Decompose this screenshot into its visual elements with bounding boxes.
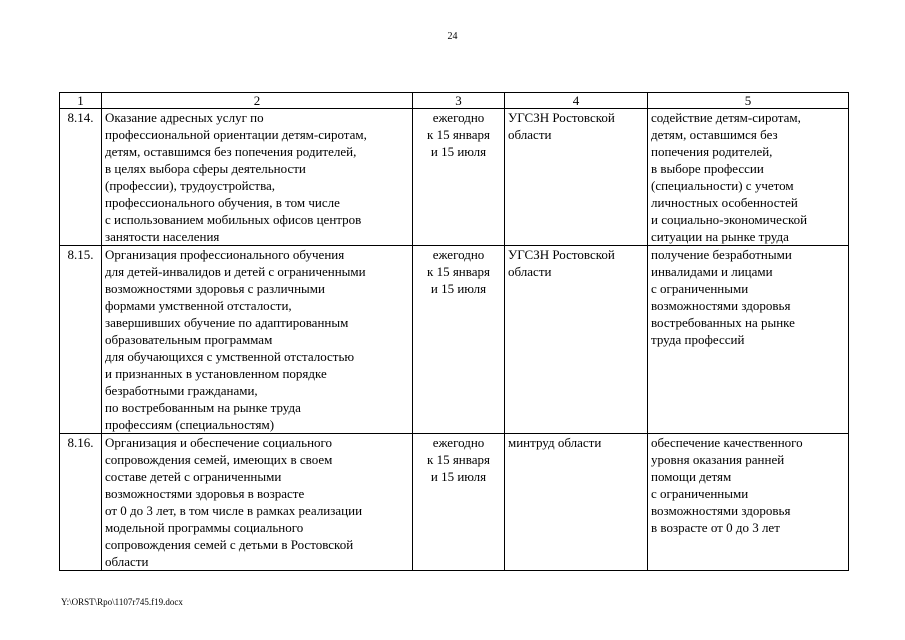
executor-cell — [505, 246, 648, 434]
page-number: 24 — [447, 31, 458, 42]
text-line: в выборе профессии — [651, 161, 764, 176]
text-line: образовательным программам — [105, 332, 273, 347]
text-line: профессиям (специальностям) — [105, 417, 275, 432]
text-line: востребованных на рынке — [651, 315, 795, 330]
file-path-footer: Y:\ORST\Rpo\1107r745.f19.docx — [61, 597, 183, 607]
text-line: области — [508, 127, 552, 142]
text-line: Оказание адресных услуг по — [105, 110, 264, 125]
description-cell — [102, 109, 413, 246]
text-line: ситуации на рынке труда — [651, 229, 789, 244]
table-row — [60, 434, 849, 571]
text-line: с ограниченными — [651, 486, 749, 501]
text-line: модельной программы социального — [105, 520, 304, 535]
text-line: завершивших обучение по адаптированным — [105, 315, 349, 330]
description-cell — [102, 246, 413, 434]
text-line: получение безработными — [651, 247, 792, 262]
text-line: ежегодно — [432, 435, 485, 450]
result-cell — [648, 246, 849, 434]
item-number-cell: 8.16. — [60, 434, 102, 571]
executor-cell — [505, 434, 648, 571]
column-header: 5 — [648, 93, 849, 109]
result-cell — [648, 109, 849, 246]
text-line: в целях выбора сферы деятельности — [105, 161, 306, 176]
text-line: обеспечение качественного — [651, 435, 803, 450]
measures-table — [59, 92, 849, 571]
column-header: 4 — [505, 93, 648, 109]
text-line: ежегодно — [432, 247, 485, 262]
text-line: и 15 июля — [430, 144, 487, 159]
text-line: Организация профессионального обучения — [105, 247, 345, 262]
text-line: области — [105, 554, 149, 569]
text-line: и признанных в установленном порядке — [105, 366, 327, 381]
text-line: по востребованным на рынке труда — [105, 400, 301, 415]
text-line: возможностями здоровья с различными — [105, 281, 325, 296]
text-line: Организация и обеспечение социального — [105, 435, 333, 450]
column-header: 3 — [413, 93, 505, 109]
text-line: ежегодно — [432, 110, 485, 125]
text-line: УГСЗН Ростовской — [508, 110, 615, 125]
deadline-cell — [413, 434, 505, 571]
text-line: содействие детям-сиротам, — [651, 110, 801, 125]
text-line: к 15 января — [427, 452, 490, 467]
text-line: формами умственной отсталости, — [105, 298, 292, 313]
text-line: инвалидами и лицами — [651, 264, 773, 279]
executor-cell — [505, 109, 648, 246]
text-line: (профессии), трудоустройства, — [105, 178, 276, 193]
text-line: с использованием мобильных офисов центров — [105, 212, 362, 227]
text-line: и 15 июля — [430, 469, 487, 484]
item-number-cell: 8.14. — [60, 109, 102, 246]
column-header: 1 — [60, 93, 102, 109]
table-row — [60, 246, 849, 434]
text-line: возможностями здоровья — [651, 298, 791, 313]
column-header: 2 — [102, 93, 413, 109]
text-line: возможностями здоровья в возрасте — [105, 486, 305, 501]
table-header-row — [60, 93, 849, 109]
deadline-cell — [413, 109, 505, 246]
text-line: и 15 июля — [430, 281, 487, 296]
description-cell — [102, 434, 413, 571]
text-line: детям, оставшимся без попечения родителей, — [105, 144, 357, 159]
result-cell — [648, 434, 849, 571]
text-line: с ограниченными — [651, 281, 749, 296]
text-line: составе детей с ограниченными — [105, 469, 282, 484]
text-line: личностных особенностей — [651, 195, 798, 210]
text-line: к 15 января — [427, 264, 490, 279]
text-line: в возрасте от 0 до 3 лет — [651, 520, 780, 535]
text-line: сопровождения семей с детьми в Ростовской — [105, 537, 354, 552]
text-line: (специальности) с учетом — [651, 178, 794, 193]
text-line: профессионального обучения, в том числе — [105, 195, 340, 210]
text-line: уровня оказания ранней — [651, 452, 785, 467]
text-line: профессиональной ориентации детям-сиротам, — [105, 127, 367, 142]
text-line: области — [508, 264, 552, 279]
text-line: возможностями здоровья — [651, 503, 791, 518]
text-line: труда профессий — [651, 332, 745, 347]
text-line: от 0 до 3 лет, в том числе в рамках реализации — [105, 503, 363, 518]
text-line: помощи детям — [651, 469, 732, 484]
text-line: детям, оставшимся без — [651, 127, 778, 142]
text-line: для детей-инвалидов и детей с ограниченными — [105, 264, 366, 279]
text-line: УГСЗН Ростовской — [508, 247, 615, 262]
text-line: сопровождения семей, имеющих в своем — [105, 452, 333, 467]
text-line: занятости населения — [105, 229, 220, 244]
text-line: и социально-экономической — [651, 212, 808, 227]
text-line: минтруд области — [508, 435, 602, 450]
deadline-cell — [413, 246, 505, 434]
text-line: к 15 января — [427, 127, 490, 142]
text-line: попечения родителей, — [651, 144, 773, 159]
item-number-cell: 8.15. — [60, 246, 102, 434]
text-line: безработными гражданами, — [105, 383, 258, 398]
table-row — [60, 109, 849, 246]
text-line: для обучающихся с умственной отсталостью — [105, 349, 355, 364]
